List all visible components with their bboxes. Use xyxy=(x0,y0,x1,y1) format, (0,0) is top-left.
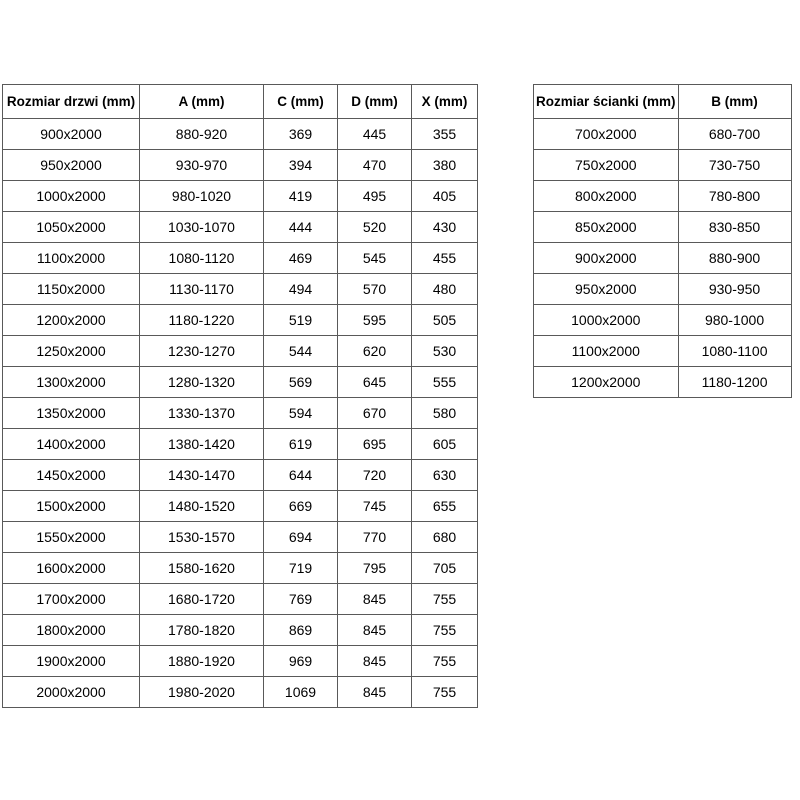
table-cell: 969 xyxy=(264,646,338,677)
table-cell: 570 xyxy=(338,274,412,305)
table-cell: 1280-1320 xyxy=(140,367,264,398)
table-cell: 545 xyxy=(338,243,412,274)
table-cell: 644 xyxy=(264,460,338,491)
wall-table-body xyxy=(534,119,792,398)
table-cell: 1250x2000 xyxy=(3,336,140,367)
table-cell: 619 xyxy=(264,429,338,460)
table-cell: 1500x2000 xyxy=(3,491,140,522)
table-cell: 745 xyxy=(338,491,412,522)
table-cell: 580 xyxy=(412,398,478,429)
table-cell: 595 xyxy=(338,305,412,336)
table-cell: 569 xyxy=(264,367,338,398)
table-row xyxy=(3,398,478,429)
table-cell: 1980-2020 xyxy=(140,677,264,708)
table-cell: 680 xyxy=(412,522,478,553)
table-row xyxy=(3,584,478,615)
table-cell: 1380-1420 xyxy=(140,429,264,460)
table-row xyxy=(3,522,478,553)
table-cell: 930-950 xyxy=(678,274,791,305)
table-cell: 980-1000 xyxy=(678,305,791,336)
door-table-body xyxy=(3,119,478,708)
table-cell: 1230-1270 xyxy=(140,336,264,367)
table-cell: 845 xyxy=(338,677,412,708)
table-row xyxy=(534,274,792,305)
table-row xyxy=(3,367,478,398)
table-cell: 755 xyxy=(412,677,478,708)
table-cell: 880-900 xyxy=(678,243,791,274)
table-row xyxy=(3,181,478,212)
table-cell: 594 xyxy=(264,398,338,429)
table-cell: 495 xyxy=(338,181,412,212)
table-cell: 1800x2000 xyxy=(3,615,140,646)
wall-panel-size-table xyxy=(533,84,792,398)
table-cell: 1300x2000 xyxy=(3,367,140,398)
table-cell: 405 xyxy=(412,181,478,212)
table-cell: 900x2000 xyxy=(3,119,140,150)
table-cell: 445 xyxy=(338,119,412,150)
table-cell: 1200x2000 xyxy=(534,367,679,398)
table-row xyxy=(3,305,478,336)
table-cell: 1100x2000 xyxy=(3,243,140,274)
table-cell: 470 xyxy=(338,150,412,181)
table-row xyxy=(3,491,478,522)
table-cell: 755 xyxy=(412,615,478,646)
header-cell: Rozmiar drzwi (mm) xyxy=(3,85,140,119)
table-cell: 795 xyxy=(338,553,412,584)
table-cell: 444 xyxy=(264,212,338,243)
table-row xyxy=(3,243,478,274)
table-cell: 680-700 xyxy=(678,119,791,150)
table-cell: 1450x2000 xyxy=(3,460,140,491)
table-cell: 480 xyxy=(412,274,478,305)
table-cell: 430 xyxy=(412,212,478,243)
table-cell: 950x2000 xyxy=(534,274,679,305)
header-cell: A (mm) xyxy=(140,85,264,119)
table-row xyxy=(534,212,792,243)
door-table-header xyxy=(3,85,478,119)
table-cell: 845 xyxy=(338,615,412,646)
table-row xyxy=(534,336,792,367)
table-cell: 730-750 xyxy=(678,150,791,181)
table-cell: 1000x2000 xyxy=(3,181,140,212)
table-cell: 520 xyxy=(338,212,412,243)
table-cell: 505 xyxy=(412,305,478,336)
table-cell: 1000x2000 xyxy=(534,305,679,336)
table-cell: 930-970 xyxy=(140,150,264,181)
table-cell: 1600x2000 xyxy=(3,553,140,584)
table-cell: 980-1020 xyxy=(140,181,264,212)
table-cell: 530 xyxy=(412,336,478,367)
table-cell: 850x2000 xyxy=(534,212,679,243)
header-cell: D (mm) xyxy=(338,85,412,119)
table-cell: 369 xyxy=(264,119,338,150)
table-cell: 1100x2000 xyxy=(534,336,679,367)
table-cell: 1050x2000 xyxy=(3,212,140,243)
table-cell: 830-850 xyxy=(678,212,791,243)
table-cell: 1180-1200 xyxy=(678,367,791,398)
wall-table-header xyxy=(534,85,792,119)
table-cell: 700x2000 xyxy=(534,119,679,150)
table-row xyxy=(3,274,478,305)
table-row xyxy=(534,181,792,212)
table-cell: 2000x2000 xyxy=(3,677,140,708)
table-cell: 755 xyxy=(412,584,478,615)
table-cell: 770 xyxy=(338,522,412,553)
table-cell: 705 xyxy=(412,553,478,584)
table-cell: 630 xyxy=(412,460,478,491)
table-cell: 1780-1820 xyxy=(140,615,264,646)
table-cell: 355 xyxy=(412,119,478,150)
table-cell: 1030-1070 xyxy=(140,212,264,243)
table-row xyxy=(3,553,478,584)
door-size-table xyxy=(2,84,478,708)
table-cell: 695 xyxy=(338,429,412,460)
table-cell: 670 xyxy=(338,398,412,429)
table-row xyxy=(3,150,478,181)
table-cell: 750x2000 xyxy=(534,150,679,181)
table-row xyxy=(3,646,478,677)
table-cell: 755 xyxy=(412,646,478,677)
table-cell: 1580-1620 xyxy=(140,553,264,584)
table-row xyxy=(3,119,478,150)
table-cell: 1350x2000 xyxy=(3,398,140,429)
header-row xyxy=(3,85,478,119)
table-cell: 494 xyxy=(264,274,338,305)
table-row xyxy=(534,367,792,398)
table-cell: 620 xyxy=(338,336,412,367)
table-cell: 669 xyxy=(264,491,338,522)
table-cell: 1680-1720 xyxy=(140,584,264,615)
table-cell: 645 xyxy=(338,367,412,398)
table-cell: 555 xyxy=(412,367,478,398)
table-cell: 1080-1100 xyxy=(678,336,791,367)
header-row xyxy=(534,85,792,119)
table-cell: 1480-1520 xyxy=(140,491,264,522)
table-row xyxy=(3,460,478,491)
table-cell: 1550x2000 xyxy=(3,522,140,553)
table-cell: 1080-1120 xyxy=(140,243,264,274)
table-cell: 720 xyxy=(338,460,412,491)
table-cell: 845 xyxy=(338,646,412,677)
table-row xyxy=(534,119,792,150)
table-cell: 1180-1220 xyxy=(140,305,264,336)
header-cell: B (mm) xyxy=(678,85,791,119)
table-cell: 800x2000 xyxy=(534,181,679,212)
table-row xyxy=(534,305,792,336)
table-cell: 1530-1570 xyxy=(140,522,264,553)
table-cell: 719 xyxy=(264,553,338,584)
table-cell: 880-920 xyxy=(140,119,264,150)
table-cell: 455 xyxy=(412,243,478,274)
table-cell: 544 xyxy=(264,336,338,367)
table-cell: 694 xyxy=(264,522,338,553)
table-row xyxy=(3,336,478,367)
header-cell: X (mm) xyxy=(412,85,478,119)
table-cell: 1130-1170 xyxy=(140,274,264,305)
table-cell: 605 xyxy=(412,429,478,460)
table-cell: 1430-1470 xyxy=(140,460,264,491)
table-cell: 950x2000 xyxy=(3,150,140,181)
table-cell: 1069 xyxy=(264,677,338,708)
table-row xyxy=(3,677,478,708)
table-cell: 780-800 xyxy=(678,181,791,212)
table-cell: 419 xyxy=(264,181,338,212)
table-cell: 519 xyxy=(264,305,338,336)
table-row xyxy=(3,212,478,243)
table-cell: 1900x2000 xyxy=(3,646,140,677)
table-cell: 900x2000 xyxy=(534,243,679,274)
header-cell: C (mm) xyxy=(264,85,338,119)
table-cell: 1150x2000 xyxy=(3,274,140,305)
table-cell: 869 xyxy=(264,615,338,646)
header-cell: Rozmiar ścianki (mm) xyxy=(534,85,679,119)
table-row xyxy=(534,150,792,181)
table-cell: 1330-1370 xyxy=(140,398,264,429)
table-row xyxy=(3,429,478,460)
table-cell: 769 xyxy=(264,584,338,615)
table-cell: 1880-1920 xyxy=(140,646,264,677)
table-cell: 380 xyxy=(412,150,478,181)
table-cell: 394 xyxy=(264,150,338,181)
table-row xyxy=(3,615,478,646)
table-cell: 1700x2000 xyxy=(3,584,140,615)
table-cell: 845 xyxy=(338,584,412,615)
table-cell: 1400x2000 xyxy=(3,429,140,460)
table-cell: 655 xyxy=(412,491,478,522)
table-cell: 469 xyxy=(264,243,338,274)
table-cell: 1200x2000 xyxy=(3,305,140,336)
table-row xyxy=(534,243,792,274)
